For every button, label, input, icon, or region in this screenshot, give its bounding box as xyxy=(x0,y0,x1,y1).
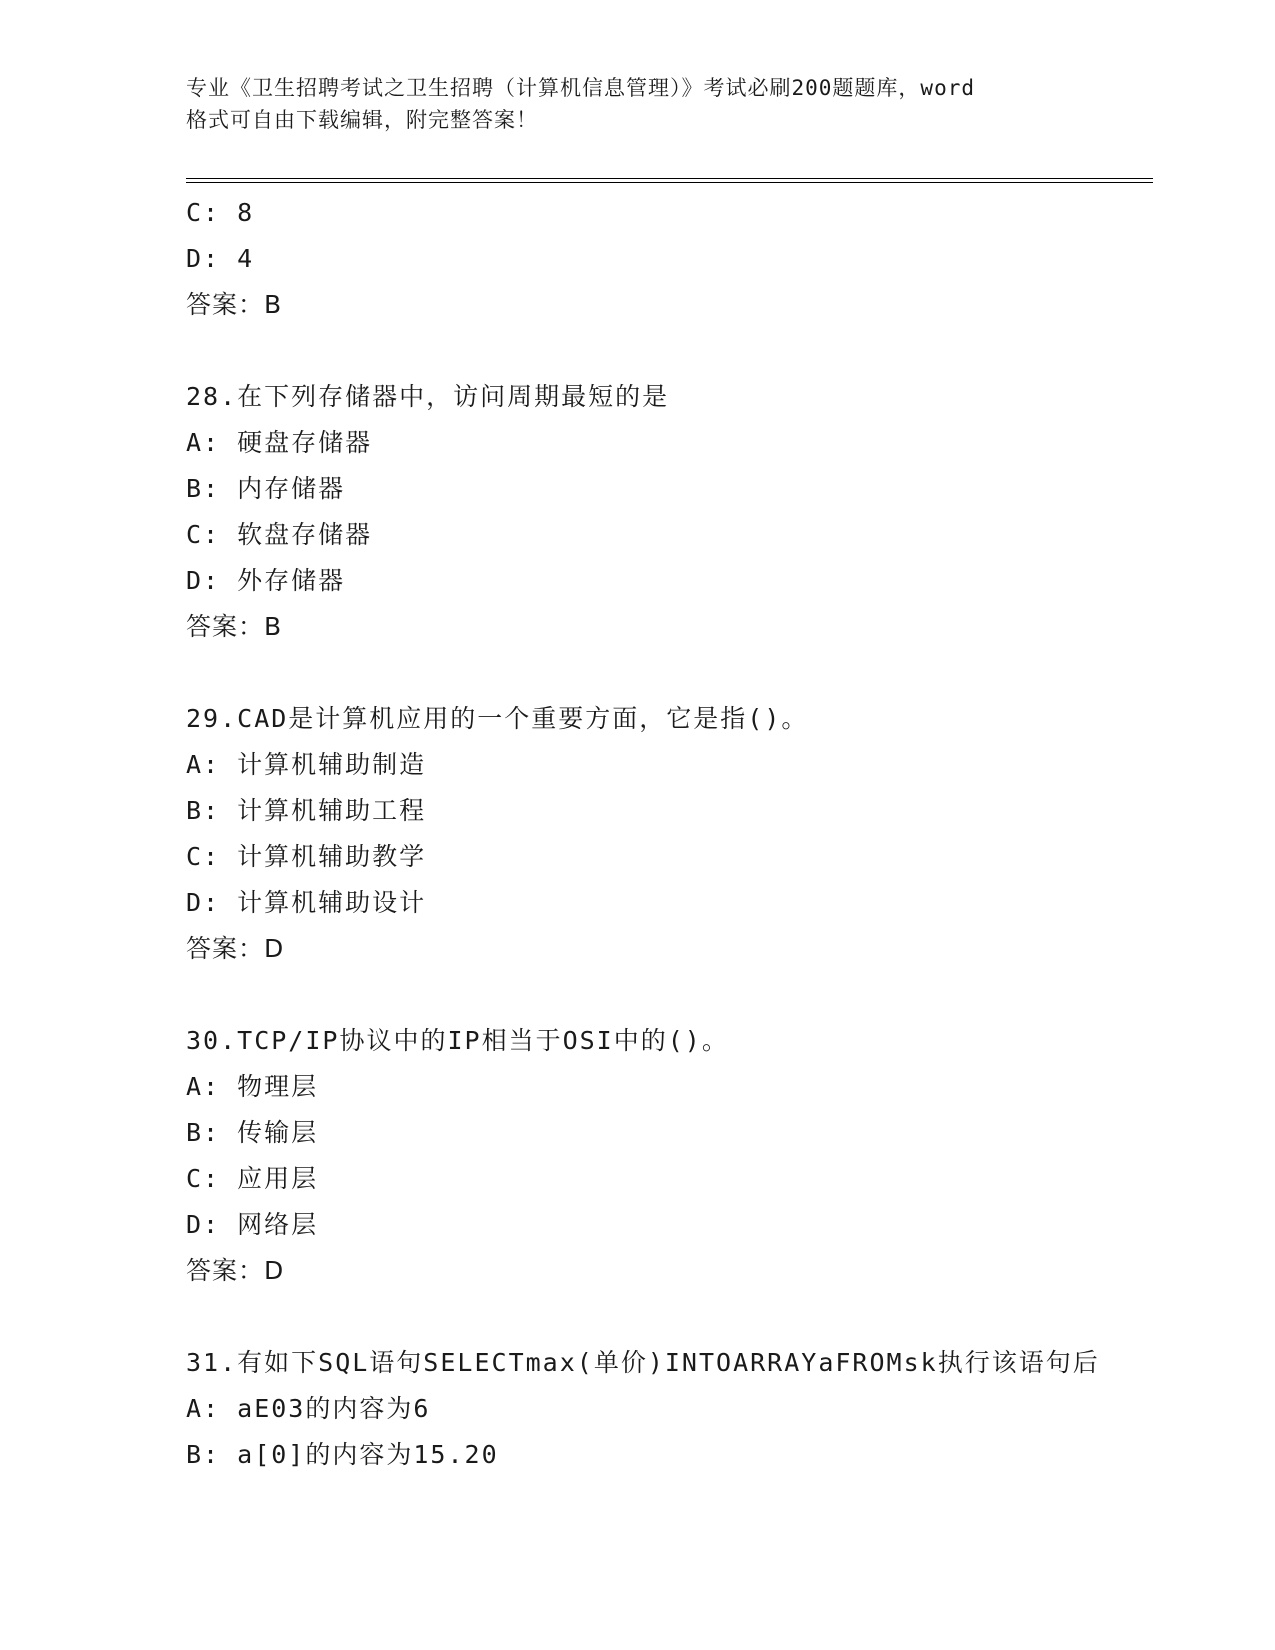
option-b: B: 内存储器 xyxy=(186,474,346,503)
option-d: D: 计算机辅助设计 xyxy=(186,888,427,917)
option-d: D: 外存储器 xyxy=(186,566,346,595)
option-d: D: 4 xyxy=(186,244,255,273)
question-31 xyxy=(186,1340,1146,1478)
answer-line: 答案：D xyxy=(186,1256,285,1285)
option-c: C: 软盘存储器 xyxy=(186,520,373,549)
question-stem: 30.TCP/IP协议中的IP相当于OSI中的()。 xyxy=(186,1026,729,1055)
option-a: A: 计算机辅助制造 xyxy=(186,750,427,779)
option-b: B: 计算机辅助工程 xyxy=(186,796,427,825)
answer-line: 答案：B xyxy=(186,290,283,319)
option-b: B: a[0]的内容为15.20 xyxy=(186,1440,499,1469)
header-title-line-1: 专业《卫生招聘考试之卫生招聘（计算机信息管理）》考试必刷200题题库，word xyxy=(186,76,975,100)
option-c: C: 8 xyxy=(186,198,255,227)
question-list xyxy=(186,190,1146,1478)
question-30 xyxy=(186,1018,1146,1294)
document-header xyxy=(186,72,1086,136)
question-stem: 28.在下列存储器中，访问周期最短的是 xyxy=(186,382,670,411)
option-a: A: 物理层 xyxy=(186,1072,319,1101)
header-divider-top xyxy=(186,178,1153,179)
option-d: D: 网络层 xyxy=(186,1210,319,1239)
option-a: A: aE03的内容为6 xyxy=(186,1394,431,1423)
question-28 xyxy=(186,374,1146,650)
question-stem: 29.CAD是计算机应用的一个重要方面，它是指()。 xyxy=(186,704,809,733)
option-c: C: 计算机辅助教学 xyxy=(186,842,427,871)
option-c: C: 应用层 xyxy=(186,1164,319,1193)
header-title-line-2: 格式可自由下载编辑，附完整答案！ xyxy=(186,108,538,132)
spacer xyxy=(186,972,1146,1018)
spacer xyxy=(186,328,1146,374)
option-b: B: 传输层 xyxy=(186,1118,319,1147)
answer-line: 答案：B xyxy=(186,612,283,641)
spacer xyxy=(186,650,1146,696)
option-a: A: 硬盘存储器 xyxy=(186,428,373,457)
question-29 xyxy=(186,696,1146,972)
question-27-tail xyxy=(186,190,1146,328)
header-divider-bottom xyxy=(186,182,1153,183)
question-stem: 31.有如下SQL语句SELECTmax(单价)INTOARRAYaFROMsk执行该语句后 xyxy=(186,1348,1100,1377)
spacer xyxy=(186,1294,1146,1340)
answer-line: 答案：D xyxy=(186,934,285,963)
